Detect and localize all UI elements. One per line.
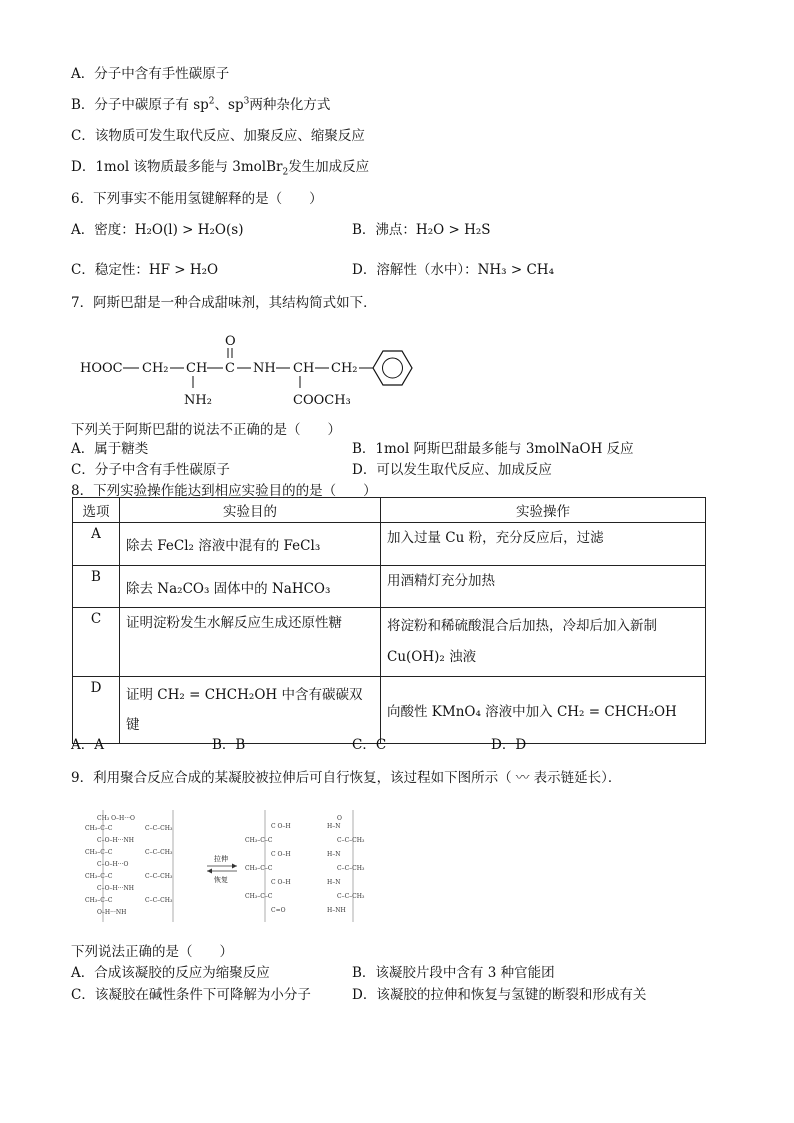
q7-option-d: D．可以发生取代反应、加成反应 [352, 462, 552, 478]
struct-cooch3: COOCH₃ [293, 393, 351, 408]
svg-text:C O–H: C O–H [271, 879, 291, 886]
row-option: C [73, 608, 120, 677]
svg-text:C–C–CH₃: C–C–CH₃ [337, 893, 365, 900]
q5-option-d [71, 155, 369, 178]
table-header-goal: 实验目的 [120, 498, 381, 523]
svg-text:H–N: H–N [327, 879, 341, 886]
svg-text:CH₃–C–C: CH₃–C–C [245, 893, 273, 900]
q9-option-c: C．该凝胶在碱性条件下可降解为小分子 [71, 987, 311, 1003]
q5-option-d-sub: 2 [282, 167, 289, 178]
row-goal: 除去 FeCl₂ 溶液中混有的 FeCl₃ [120, 523, 381, 566]
gel-right-panel [327, 810, 365, 922]
row-operation: 用酒精灯充分加热 [381, 566, 706, 608]
q6-option-b: B．沸点：H₂O > H₂S [352, 222, 491, 238]
svg-text:C–O–H···O: C–O–H···O [97, 861, 129, 868]
table-row [73, 608, 706, 677]
q5-option-b [71, 93, 330, 113]
aspartame-structure [75, 318, 420, 410]
recover-label: 恢复 [214, 876, 228, 884]
svg-text:O: O [337, 815, 342, 822]
row-operation: 加入过量 Cu 粉，充分反应后，过滤 [381, 523, 706, 566]
table-header-row [73, 498, 706, 523]
svg-text:C–O–H···NH: C–O–H···NH [97, 837, 134, 844]
svg-text:H–N: H–N [327, 823, 341, 830]
gel-stretch-figure [75, 798, 385, 930]
q8-answer-d: D．D [491, 737, 527, 753]
row-option: A [73, 523, 120, 566]
experiment-table [72, 497, 706, 744]
q9-stem: 9．利用聚合反应合成的某凝胶被拉伸后可自行恢复，该过程如下图所示（ 〰 表示链延长）． [71, 770, 622, 786]
svg-text:C–C–CH₃: C–C–CH₃ [145, 849, 173, 856]
benzene-ring-icon [373, 351, 412, 385]
q5-option-b-mid: 、sp [214, 97, 244, 113]
svg-text:CH₃–C–C: CH₃–C–C [85, 897, 113, 904]
svg-text:C–C–CH₃: C–C–CH₃ [145, 897, 173, 904]
q5-option-b-post: 两种杂化方式 [249, 97, 331, 113]
q8-answer-c: C．C [352, 737, 387, 753]
table-row [73, 677, 706, 744]
struct-hooc: HOOC [80, 361, 123, 376]
svg-text:C–C–CH₃: C–C–CH₃ [145, 825, 173, 832]
svg-text:C O–H: C O–H [271, 851, 291, 858]
q5-option-b-pre: B．分子中碳原子有 sp [71, 97, 209, 113]
row-goal: 证明淀粉发生水解反应生成还原性糖 [120, 608, 381, 677]
q8-stem: 8．下列实验操作能达到相应实验目的的是（ ） [71, 483, 377, 499]
row-option: D [73, 677, 120, 744]
q5-option-c: C．该物质可发生取代反应、加聚反应、缩聚反应 [71, 128, 365, 144]
svg-text:H–NH: H–NH [327, 907, 346, 914]
q9-question: 下列说法正确的是（ ） [71, 944, 233, 960]
svg-text:C–C–CH₃: C–C–CH₃ [337, 837, 365, 844]
svg-text:O–H···NH: O–H···NH [97, 909, 127, 916]
svg-text:C–O–H···NH: C–O–H···NH [97, 885, 134, 892]
stretch-label: 拉伸 [214, 855, 228, 863]
svg-text:CH₃–C–C: CH₃–C–C [245, 837, 273, 844]
svg-text:C–C–CH₃: C–C–CH₃ [145, 873, 173, 880]
q9-option-a: A．合成该凝胶的反应为缩聚反应 [71, 965, 270, 981]
q6-stem: 6．下列事实不能用氢键解释的是（ ） [71, 191, 323, 207]
row-operation: 将淀粉和稀硫酸混合后加热，冷却后加入新制 Cu(OH)₂ 浊液 [381, 608, 706, 677]
q6-option-a: A．密度：H₂O(l) > H₂O(s) [71, 222, 244, 238]
svg-text:CH₃–C–C: CH₃–C–C [85, 849, 113, 856]
q7-stem: 7．阿斯巴甜是一种合成甜味剂，其结构简式如下． [71, 295, 377, 311]
q6-option-d: D．溶解性（水中）：NH₃ > CH₄ [352, 262, 554, 278]
row-goal: 除去 Na₂CO₃ 固体中的 NaHCO₃ [120, 566, 381, 608]
struct-c: C [225, 361, 235, 376]
table-row [73, 523, 706, 566]
q5-option-d-pre: D．1mol 该物质最多能与 3molBr [71, 159, 283, 175]
equilibrium-arrow-icon [207, 864, 237, 874]
q8-answer-b: B．B [212, 737, 246, 753]
svg-text:C O–H: C O–H [271, 823, 291, 830]
q9-option-d: D．该凝胶的拉伸和恢复与氢键的断裂和形成有关 [352, 987, 647, 1003]
q5-option-b-sup2: 3 [243, 96, 250, 107]
struct-o: O [225, 334, 236, 349]
svg-text:CH₃–C–C: CH₃–C–C [245, 865, 273, 872]
struct-ch2-b: CH₂ [331, 361, 358, 376]
svg-text:C=O: C=O [271, 907, 286, 914]
svg-text:H–N: H–N [327, 851, 341, 858]
struct-ch2-a: CH₂ [142, 361, 169, 376]
struct-ch-b: CH [293, 361, 315, 376]
svg-text:CH₃–C–C: CH₃–C–C [85, 825, 113, 832]
table-header-operation: 实验操作 [381, 498, 706, 523]
row-option: B [73, 566, 120, 608]
q5-option-b-sup1: 2 [208, 96, 215, 107]
svg-text:CH₃ O–H···O: CH₃ O–H···O [97, 815, 135, 822]
q7-option-b: B．1mol 阿斯巴甜最多能与 3molNaOH 反应 [352, 441, 634, 457]
table-header-option: 选项 [73, 498, 120, 523]
q7-option-a: A．属于糖类 [71, 441, 149, 457]
row-goal: 证明 CH₂ = CHCH₂OH 中含有碳碳双键 [120, 677, 381, 744]
gel-left-panel [85, 810, 173, 922]
q9-option-b: B．该凝胶片段中含有 3 种官能团 [352, 965, 555, 981]
q5-option-d-post: 发生加成反应 [288, 159, 370, 175]
struct-nh: NH [253, 361, 276, 376]
svg-text:CH₃–C–C: CH₃–C–C [85, 873, 113, 880]
q7-option-c: C．分子中含有手性碳原子 [71, 462, 230, 478]
q8-answer-a: A．A [71, 737, 104, 753]
svg-text:C–C–CH₃: C–C–CH₃ [337, 865, 365, 872]
q5-option-a: A．分子中含有手性碳原子 [71, 66, 230, 82]
table-row [73, 566, 706, 608]
row-operation: 向酸性 KMnO₄ 溶液中加入 CH₂ = CHCH₂OH [381, 677, 706, 744]
gel-middle-panel [245, 810, 291, 922]
struct-ch-a: CH [186, 361, 208, 376]
struct-nh2: NH₂ [184, 393, 212, 408]
q7-question: 下列关于阿斯巴甜的说法不正确的是（ ） [71, 422, 341, 438]
q6-option-c: C．稳定性：HF > H₂O [71, 262, 219, 278]
